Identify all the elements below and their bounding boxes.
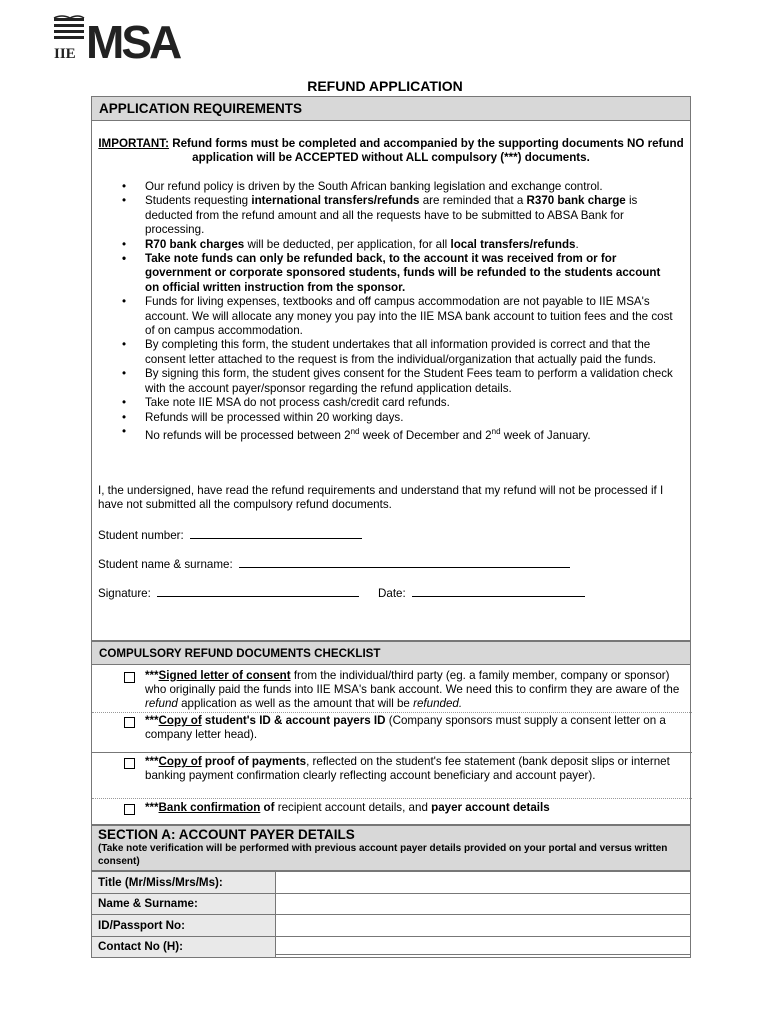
checklist-item: ***Copy of proof of payments, reflected on the student's fee statement (bank deposit slips or internet banking payment confirmation clearly reflecting account beneficiary and account payer). bbox=[92, 755, 692, 799]
important-notice bbox=[98, 137, 684, 165]
checkbox[interactable] bbox=[124, 804, 135, 815]
date-field[interactable] bbox=[378, 585, 585, 600]
checkbox[interactable] bbox=[124, 758, 135, 769]
logo-prefix: IIE bbox=[54, 46, 76, 62]
table-row bbox=[92, 893, 691, 915]
list-item: • By signing this form, the student gives consent for the Student Fees team to perform a validation check with the account payer/sponsor regarding the refund application details. bbox=[122, 367, 673, 395]
signature-field[interactable] bbox=[98, 585, 359, 600]
table-row bbox=[92, 915, 691, 937]
table-row bbox=[92, 936, 691, 958]
section-a-header bbox=[92, 826, 690, 871]
list-item: • Our refund policy is driven by the South African banking legislation and exchange control. bbox=[122, 180, 603, 193]
section-a-subheading: (Take note verification will be performed with previous account payer details provided on your portal and versus written consent) bbox=[98, 843, 668, 867]
list-item: • Funds for living expenses, textbooks and off campus accommodation are not payable to IIE MSA's account. We will allocate any money you pay into the IIE MSA bank account to tuition fees and the cost of on campus accommodation. bbox=[122, 295, 673, 338]
id-passport-label: ID/Passport No: bbox=[92, 915, 276, 937]
list-item: • Take note funds can only be refunded back, to the account it was received from or for government or corporate sponsored students, funds will be refunded to the students account on official written instruction from the sponsor. bbox=[122, 252, 661, 294]
page-title: REFUND APPLICATION bbox=[307, 78, 463, 94]
checklist-item: ***Signed letter of consent from the individual/third party (eg. a family member, company or sponsor) who originally paid the funds into IIE MSA's bank account. We need this to confirm they are aware of the refund application as well as the amount that will be refunded. bbox=[92, 669, 692, 713]
declaration-text: I, the undersigned, have read the refund requirements and understand that my refund will not be processed if I have not submitted all the compulsory refund documents. bbox=[98, 484, 664, 512]
requirements-section bbox=[91, 96, 691, 641]
list-item: • R70 bank charges will be deducted, per application, for all local transfers/refunds. bbox=[122, 237, 579, 251]
list-item: • Students requesting international transfers/refunds are reminded that a R370 bank charge is deducted from the refund amount and all the requests have to be submitted to ABSA Bank for processing. bbox=[122, 194, 638, 237]
logo-graphic bbox=[52, 14, 217, 64]
list-item: • Take note IIE MSA do not process cash/credit card refunds. bbox=[122, 396, 450, 410]
checklist-item: ***Copy of student's ID & account payers ID (Company sponsors must supply a consent letter on a company letter head). bbox=[92, 714, 692, 753]
iie-msa-logo bbox=[52, 14, 217, 64]
contact-no-input[interactable] bbox=[276, 936, 691, 958]
important-text: Refund forms must be completed and accompanied by the supporting documents NO refund application will be ACCEPTED without ALL compulsory (***) documents. bbox=[172, 137, 684, 164]
checklist-item: ***Bank confirmation of recipient account details, and payer account details bbox=[92, 801, 692, 823]
student-name-label: Student name & surname: bbox=[98, 558, 233, 571]
requirements-heading: APPLICATION REQUIREMENTS bbox=[92, 97, 690, 121]
requirements-list bbox=[92, 180, 692, 443]
logo-wordmark: MSA bbox=[86, 16, 180, 64]
name-surname-input[interactable] bbox=[276, 893, 691, 915]
id-passport-input[interactable] bbox=[276, 915, 691, 937]
account-payer-section bbox=[91, 825, 691, 955]
title-label: Title (Mr/Miss/Mrs/Ms): bbox=[92, 872, 276, 894]
table-row bbox=[92, 872, 691, 894]
account-payer-table bbox=[91, 871, 691, 958]
important-label: IMPORTANT: bbox=[98, 137, 169, 150]
list-item: • By completing this form, the student undertakes that all information provided is correct and that the consent letter attached to the request is from the individual/organization that actually paid the funds. bbox=[122, 338, 657, 366]
checklist-section bbox=[91, 641, 691, 825]
list-item: • No refunds will be processed between 2nd week of December and 2nd week of January. bbox=[122, 424, 591, 442]
date-label: Date: bbox=[378, 587, 406, 600]
student-name-line[interactable] bbox=[239, 556, 570, 568]
section-a-heading: SECTION A: ACCOUNT PAYER DETAILS bbox=[98, 827, 355, 842]
checkbox[interactable] bbox=[124, 672, 135, 683]
list-item: • Refunds will be processed within 20 working days. bbox=[122, 410, 404, 424]
book-icon bbox=[54, 16, 84, 39]
student-number-label: Student number: bbox=[98, 529, 184, 542]
student-number-line[interactable] bbox=[190, 527, 362, 539]
checklist-heading: COMPULSORY REFUND DOCUMENTS CHECKLIST bbox=[92, 641, 690, 665]
date-line[interactable] bbox=[412, 585, 585, 597]
title-input[interactable] bbox=[276, 872, 691, 894]
signature-label: Signature: bbox=[98, 587, 151, 600]
checkbox[interactable] bbox=[124, 717, 135, 728]
student-name-field[interactable] bbox=[98, 556, 570, 571]
name-surname-label: Name & Surname: bbox=[92, 893, 276, 915]
signature-line[interactable] bbox=[157, 585, 359, 597]
contact-no-label: Contact No (H): bbox=[92, 936, 276, 958]
student-number-field[interactable] bbox=[98, 527, 362, 542]
